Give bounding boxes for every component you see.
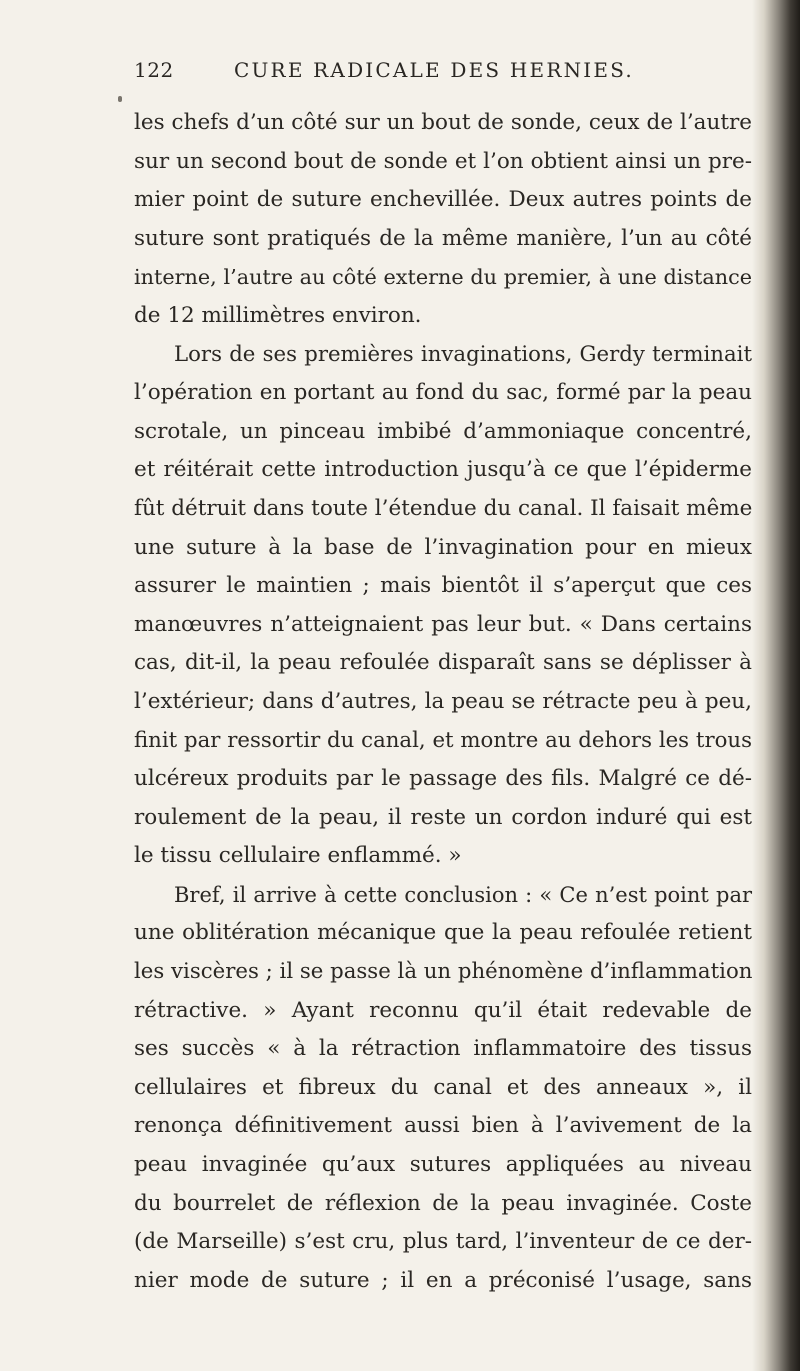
text-line: Bref, il arrive à cette conclusion : « Ce n’est point par — [174, 882, 752, 907]
text-line: scrotale, un pinceau imbibé d’ammoniaque concentré, — [134, 418, 752, 444]
text-line: les chefs d’un côté sur un bout de sonde, ceux de l’autre — [134, 110, 752, 135]
text-line: l’opération en portant au fond du sac, formé par la peau — [134, 380, 752, 406]
text-line: roulement de la peau, il reste un cordon induré qui est — [134, 804, 752, 830]
text-line: une suture à la base de l’invagination pour en mieux — [134, 534, 752, 560]
text-line: cellulaires et fibreux du canal et des anneaux », il — [134, 1074, 752, 1100]
text-line: manœuvres n’atteignaient pas leur but. « Dans certains — [134, 611, 752, 637]
body-text — [134, 104, 752, 1300]
text-line: mier point de suture enchevillée. Deux autres points de — [134, 187, 752, 213]
text-line: fût détruit dans toute l’étendue du canal. Il faisait même — [134, 495, 753, 521]
text-line: ses succès « à la rétraction inflammatoire des tissus — [134, 1036, 752, 1062]
text-line: les viscères ; il se passe là un phénomène d’inflammation — [134, 959, 753, 985]
text-line: et réitérait cette introduction jusqu’à ce que l’épiderme — [134, 457, 752, 483]
text-line: cas, dit-il, la peau refoulée disparaît sans se déplisser à — [134, 650, 752, 676]
text-line: nier mode de suture ; il en a préconisé l’usage, sans — [134, 1267, 752, 1293]
text-line: sur un second bout de sonde et l’on obtient ainsi un pre- — [134, 148, 752, 174]
page-header — [134, 58, 752, 88]
text-line: renonça définitivement aussi bien à l’avivement de la — [134, 1113, 752, 1139]
text-line: finit par ressortir du canal, et montre au dehors les trous — [134, 727, 752, 753]
text-line: suture sont pratiqués de la même manière, l’un au côté — [134, 225, 752, 251]
text-line: de 12 millimètres environ. — [134, 302, 422, 328]
text-line: interne, l’autre au côté externe du premier, à une distance — [134, 265, 752, 290]
text-line: rétractive. » Ayant reconnu qu’il était redevable de — [134, 997, 752, 1023]
text-line: le tissu cellulaire enflammé. » — [134, 843, 462, 869]
page-number: 122 — [134, 58, 174, 82]
text-line: une oblitération mécanique que la peau refoulée retient — [134, 920, 752, 946]
page-binding-edge — [752, 0, 800, 1371]
text-line: du bourrelet de réflexion de la peau invaginée. Coste — [134, 1190, 752, 1216]
running-title: CURE RADICALE DES HERNIES. — [234, 58, 634, 82]
text-line: Lors de ses premières invaginations, Gerdy terminait — [174, 341, 752, 367]
text-line: ulcéreux produits par le passage des fils. Malgré ce dé- — [134, 766, 752, 792]
text-line: l’extérieur; dans d’autres, la peau se rétracte peu à peu, — [134, 688, 752, 714]
text-line: peau invaginée qu’aux sutures appliquées au niveau — [134, 1152, 752, 1178]
text-line: (de Marseille) s’est cru, plus tard, l’inventeur de ce der- — [134, 1229, 752, 1255]
ink-mark — [118, 96, 122, 102]
text-line: assurer le maintien ; mais bientôt il s’aperçut que ces — [134, 573, 752, 599]
